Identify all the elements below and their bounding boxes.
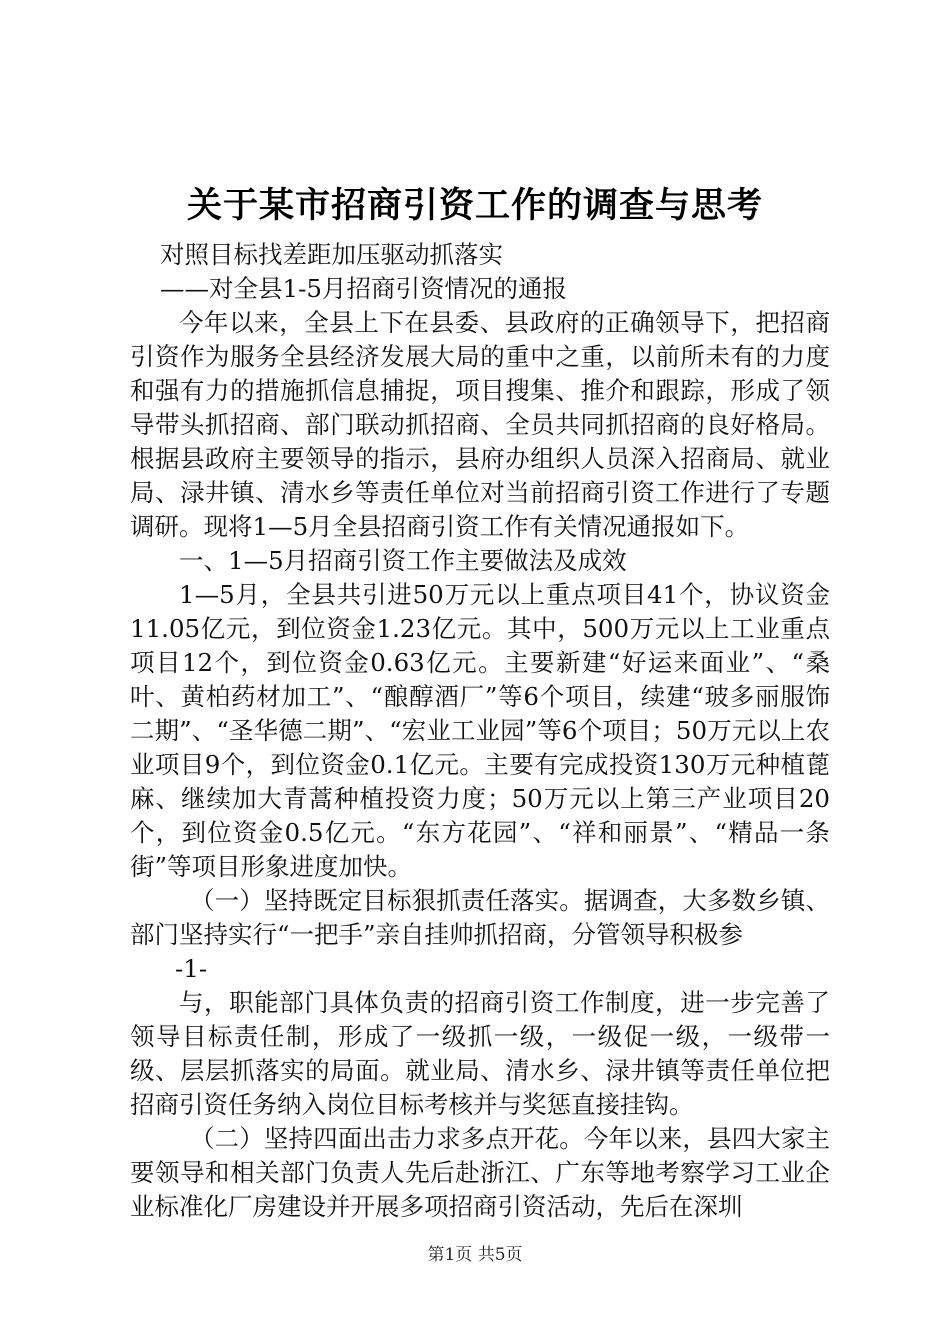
page-footer: 第1页 共5页 — [427, 1245, 523, 1265]
section-heading-1: 一、1—5月招商引资工作主要做法及成效 — [179, 546, 627, 575]
paragraph-item-1: （一）坚持既定目标狠抓责任落实。据调查，大多数乡镇、部门坚持实行“一把手”亲自挂帅抓招商，分管领导积极参 — [130, 886, 830, 949]
paragraph-continued: 与，职能部门具体负责的招商引资工作制度，进一步完善了领导目标责任制，形成了一级抓一级，一级促一级，一级带一级、层层抓落实的局面。就业局、清水乡、渌井镇等责任单位把招商引资任务纳入岗位目标考核并与奖惩直接挂钩。 — [130, 988, 830, 1119]
document-subtitle: 对照目标找差距加压驱动抓落实 — [160, 240, 503, 269]
document-subtitle-2: ——对全县1-5月招商引资情况的通报 — [160, 274, 567, 303]
page-marker: -1- — [175, 954, 208, 983]
paragraph-results: 1—5月，全县共引进50万元以上重点项目41个，协议资金11.05亿元，到位资金1.23亿元。其中，500万元以上工业重点项目12个，到位资金0.63亿元。主要新建“好运来面业”、“桑叶、黄柏药材加工”、“酿醇酒厂”等6个项目，续建“玻多丽服饰二期”、“圣华德二期”、“宏业工业园”等6个项目；50万元以上农业项目9个，到位资金0.1亿元。主要有完成投资130万元种植蓖麻、继续加大青蒿种植投资力度；50万元以上第三产业项目20个，到位资金0.5亿元。“东方花园”、“祥和丽景”、“精品一条街”等项目形象进度加快。 — [130, 580, 830, 881]
paragraph-intro: 今年以来，全县上下在县委、县政府的正确领导下，把招商引资作为服务全县经济发展大局的重中之重，以前所未有的力度和强有力的措施抓信息捕捉，项目搜集、推介和跟踪，形成了领导带头抓招商、部门联动抓招商、全员共同抓招商的良好格局。根据县政府主要领导的指示，县府办组织人员深入招商局、就业局、渌井镇、清水乡等责任单位对当前招商引资工作进行了专题调研。现将1—5月全县招商引资工作有关情况通报如下。 — [130, 308, 830, 541]
paragraph-item-2: （二）坚持四面出击力求多点开花。今年以来，县四大家主要领导和相关部门负责人先后赴浙江、广东等地考察学习工业企业标准化厂房建设并开展多项招商引资活动，先后在深圳 — [130, 1124, 830, 1221]
document-body — [130, 238, 830, 1224]
document-title: 关于某市招商引资工作的调查与思考 — [186, 185, 763, 226]
